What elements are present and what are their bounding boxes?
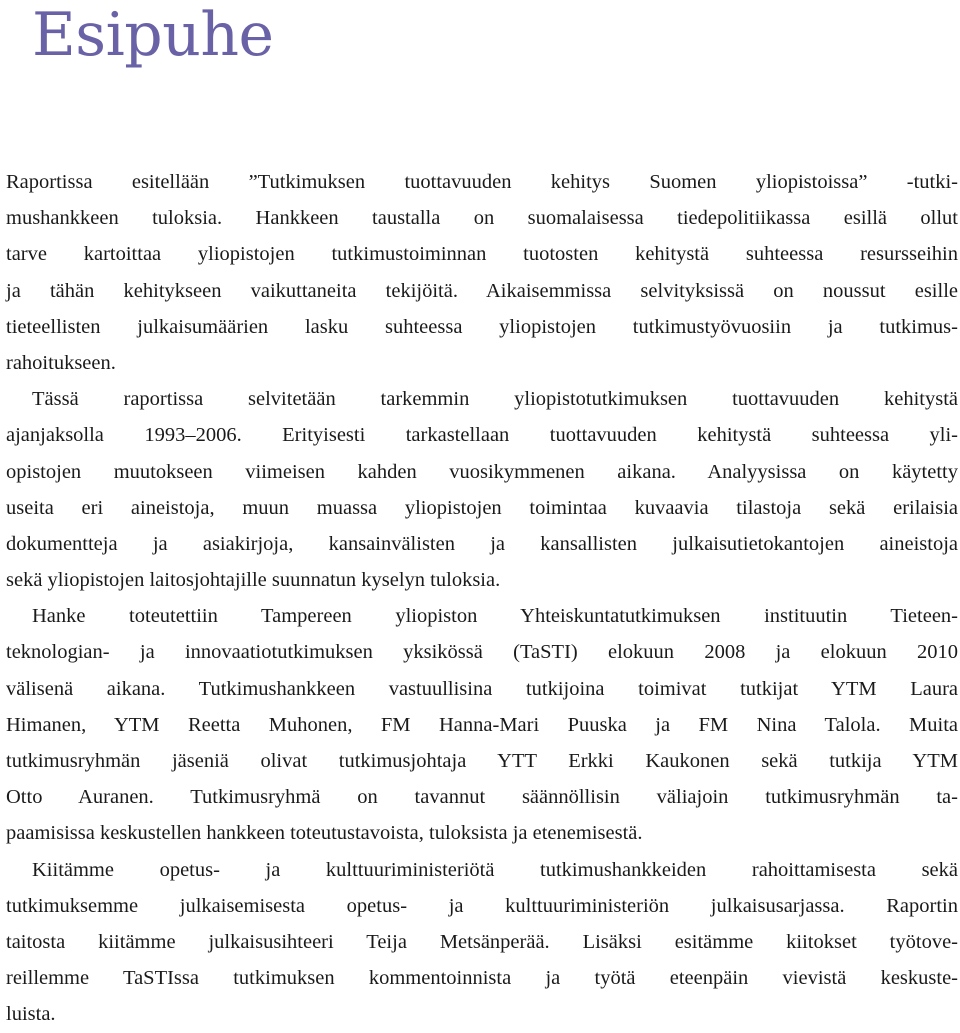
text-line: sekä yliopistojen laitosjohtajille suunnatun kyselyn tuloksia.	[6, 569, 501, 592]
text-line: Hanke toteutettiin Tampereen yliopiston Yhteiskuntatutkimuksen instituutin Tieteen-	[32, 605, 958, 628]
text-line: luista.	[6, 1003, 56, 1026]
text-line: mushankkeen tuloksia. Hankkeen taustalla on suomalaisessa tiedepolitiikassa esillä ollut	[6, 207, 958, 230]
text-line: Raportissa esitellään ”Tutkimuksen tuottavuuden kehitys Suomen yliopistoissa” -tutki-	[6, 171, 958, 193]
text-line: Kiitämme opetus- ja kulttuuriministeriötä tutkimushankkeiden rahoittamisesta sekä	[32, 858, 958, 881]
paragraph-2	[6, 381, 958, 598]
text-line: tutkimusryhmän jäseniä olivat tutkimusjohtaja YTT Erkki Kaukonen sekä tutkija YTM	[6, 750, 958, 772]
text-line: ja tähän kehitykseen vaikuttaneita tekijöitä. Aikaisemmissa selvityksissä on noussut esille	[6, 279, 958, 302]
paragraph-4	[6, 852, 958, 1033]
text-line: rahoitukseen.	[6, 351, 116, 374]
paragraph-3	[6, 598, 958, 851]
text-line: teknologian- ja innovaatiotutkimuksen yksikössä (TaSTI) elokuun 2008 ja elokuun 2010	[6, 641, 958, 664]
body-text	[6, 164, 958, 1033]
text-line: reillemme TaSTIssa tutkimuksen kommentoinnista ja työtä eteenpäin vievistä keskuste-	[6, 967, 958, 990]
text-line: taitosta kiitämme julkaisusihteeri Teija Metsänperää. Lisäksi esitämme kiitokset työtove-	[6, 930, 958, 953]
text-line: tarve kartoittaa yliopistojen tutkimustoiminnan tuotosten kehitystä suhteessa resursseihin	[6, 243, 958, 266]
text-line: ajanjaksolla 1993–2006. Erityisesti tarkastellaan tuottavuuden kehitystä suhteessa yli-	[6, 424, 958, 447]
text-line: dokumentteja ja asiakirjoja, kansainvälisten ja kansallisten julkaisutietokantojen aineistoja	[6, 532, 958, 555]
page-title: Esipuhe	[32, 0, 274, 70]
paragraph-1	[6, 164, 958, 381]
text-line: tutkimuksemme julkaisemisesta opetus- ja kulttuuriministeriön julkaisusarjassa. Raportin	[6, 894, 958, 917]
text-line: tieteellisten julkaisumäärien lasku suhteessa yliopistojen tutkimustyövuosiin ja tutkimus-	[6, 315, 958, 338]
text-line: opistojen muutokseen viimeisen kahden vuosikymmenen aikana. Analyysissa on käytetty	[6, 460, 958, 483]
text-line: välisenä aikana. Tutkimushankkeen vastuullisina tutkijoina toimivat tutkijat YTM Laura	[6, 677, 958, 700]
text-line: Tässä raportissa selvitetään tarkemmin yliopistotutkimuksen tuottavuuden kehitystä	[32, 388, 958, 411]
text-line: useita eri aineistoja, muun muassa yliopistojen toimintaa kuvaavia tilastoja sekä erilaisia	[6, 496, 958, 519]
text-line: Himanen, YTM Reetta Muhonen, FM Hanna-Mari Puuska ja FM Nina Talola. Muita	[6, 713, 958, 736]
text-line: Otto Auranen. Tutkimusryhmä on tavannut säännöllisin väliajoin tutkimusryhmän ta-	[6, 786, 958, 809]
text-line: paamisissa keskustellen hankkeen toteutustavoista, tuloksista ja etenemisestä.	[6, 822, 643, 845]
